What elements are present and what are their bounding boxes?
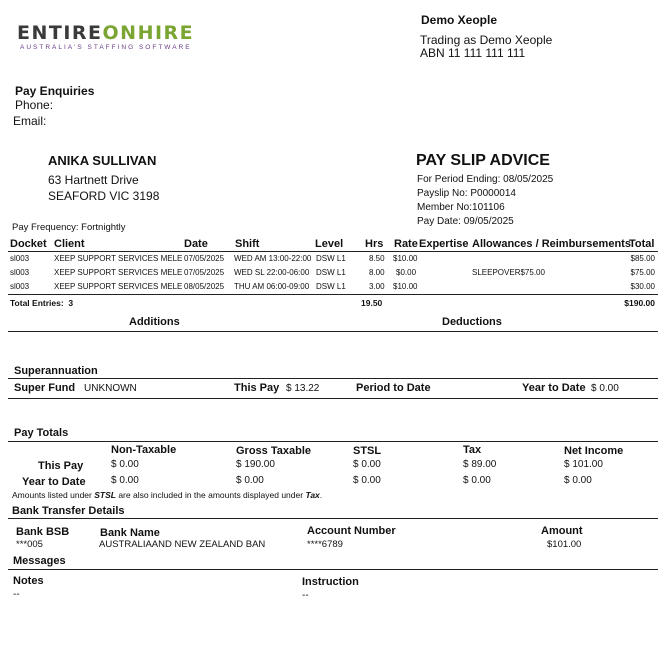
this-pay-tax: $ 89.00 [463,459,497,470]
company-logo [17,22,194,44]
cell-date: 07/05/2025 [184,254,225,263]
this-pay-gross-taxable: $ 190.00 [236,459,275,470]
amount-value: $101.00 [547,539,582,550]
col-header-date: Date [184,238,208,250]
super-this-pay-label: This Pay [234,382,280,394]
total-entries-text: Total Entries: [10,298,64,308]
cell-level: DSW L1 [316,268,346,277]
col-header-docket: Docket [10,238,47,250]
ytd-stsl: $ 0.00 [353,475,381,486]
cell-hrs: 8.00 [369,268,385,277]
superannuation-title: Superannuation [14,365,98,377]
col-header-hrs: Hrs [365,238,384,250]
total-entries-count: 3 [68,298,74,308]
super-ytd-label: Year to Date [522,382,586,394]
notes-label: Notes [13,575,44,587]
additions-heading: Additions [129,316,180,328]
stsl-note-tax: Tax [305,490,320,500]
ytd-gross-taxable: $ 0.00 [236,475,264,486]
cell-date: 07/05/2025 [184,268,225,277]
stsl-note [12,490,322,500]
docket-footer-rule [8,294,658,295]
cell-shift: THU AM 06:00-09:00 [234,282,310,291]
cell-level: DSW L1 [316,282,346,291]
col-header-gross-taxable: Gross Taxable [236,445,311,457]
super-ytd-value: $ 0.00 [591,383,619,394]
total-hours: 19.50 [361,298,383,308]
stsl-note-prefix: Amounts listed under [12,490,95,500]
ytd-non-taxable: $ 0.00 [111,475,139,486]
cell-level: DSW L1 [316,254,346,263]
row-label-this-pay: This Pay [38,460,84,472]
row-label-ytd: Year to Date [22,476,86,488]
cell-total: $75.00 [630,268,655,277]
amount-label: Amount [541,525,583,537]
cell-docket: sl003 [10,282,30,291]
this-pay-stsl: $ 0.00 [353,459,381,470]
additions-rule [8,331,658,332]
pay-enquiries-title: Pay Enquiries [15,84,95,98]
col-header-non-taxable: Non-Taxable [111,444,177,456]
bank-name-label: Bank Name [100,527,160,539]
cell-hrs: 8.50 [369,254,385,263]
cell-rate: $0.00 [396,268,417,277]
employee-address-line1: 63 Hartnett Drive [48,173,139,187]
bank-bsb-value: ***005 [16,539,43,550]
trading-as: Trading as Demo Xeople [420,33,553,47]
total-entries-label [10,298,73,308]
notes-value: -- [13,589,20,600]
account-number-label: Account Number [307,525,396,537]
employee-name: ANIKA SULLIVAN [48,153,157,168]
bank-transfer-title: Bank Transfer Details [12,505,125,517]
stsl-note-end: . [319,490,323,500]
super-rule [8,378,658,379]
col-header-expertise: Expertise [419,238,469,250]
company-name: Demo Xeople [421,13,498,27]
super-bottom-rule [8,398,658,399]
cell-client: XEEP SUPPORT SERVICES MELE [54,254,183,263]
this-pay-net-income: $ 101.00 [564,459,603,470]
super-fund-value: UNKNOWN [84,383,137,394]
logo-text-green: ONHIRE [102,22,195,44]
cell-docket: sl003 [10,254,30,263]
ytd-tax: $ 0.00 [463,475,491,486]
col-header-rate: Rate [394,238,418,250]
col-header-shift: Shift [235,238,260,250]
stsl-note-stsl: STSL [94,490,116,500]
cell-docket: sl003 [10,268,30,277]
col-header-total: Total [629,238,655,250]
grand-total: $190.00 [624,298,655,308]
cell-shift: WED SL 22:00-06:00 [234,268,310,277]
logo-tagline: AUSTRALIA'S STAFFING SOFTWARE [20,44,192,51]
phone-label: Phone: [15,98,54,112]
super-this-pay-value: $ 13.22 [286,383,320,394]
cell-client: XEEP SUPPORT SERVICES MELE [54,282,183,291]
bank-name-value: AUSTRALIAAND NEW ZEALAND BAN [99,539,266,550]
cell-allowances: SLEEPOVER$75.00 [472,268,545,277]
bank-bsb-label: Bank BSB [16,526,70,538]
company-abn: ABN 11 111 111 111 [420,46,526,60]
instruction-label: Instruction [302,576,359,588]
payslip-number: Payslip No: P0000014 [417,188,516,199]
bank-rule [8,518,658,519]
col-header-level: Level [315,238,344,250]
super-fund-label: Super Fund [14,382,76,394]
cell-hrs: 3.00 [369,282,385,291]
cell-total: $85.00 [630,254,655,263]
cell-client: XEEP SUPPORT SERVICES MELE [54,268,183,277]
stsl-note-mid: are also included in the amounts displayed under [115,490,306,500]
account-number-value: ****6789 [307,539,343,550]
cell-date: 08/05/2025 [184,282,225,291]
period-ending: For Period Ending: 08/05/2025 [417,174,554,185]
logo-text-dark: ENTIRE [17,22,103,44]
col-header-stsl: STSL [353,445,382,457]
payslip-title: PAY SLIP ADVICE [416,152,550,169]
cell-total: $30.00 [630,282,655,291]
cell-rate: $10.00 [393,254,418,263]
employee-address-line2: SEAFORD VIC 3198 [48,189,160,203]
col-header-tax: Tax [463,444,482,456]
col-header-allowances: Allowances / Reimbursements [472,238,631,250]
col-header-net-income: Net Income [564,445,624,457]
pay-date: Pay Date: 09/05/2025 [417,216,514,227]
col-header-client: Client [54,238,85,250]
messages-rule [8,569,658,570]
pay-totals-title: Pay Totals [14,427,69,439]
docket-header-rule [8,251,658,252]
messages-title: Messages [13,555,66,567]
ytd-net-income: $ 0.00 [564,475,592,486]
deductions-heading: Deductions [442,316,502,328]
email-label: Email: [13,114,47,128]
member-number: Member No:101106 [417,202,505,213]
pay-totals-rule [8,441,658,442]
cell-shift: WED AM 13:00-22:00 [234,254,312,263]
cell-rate: $10.00 [393,282,418,291]
instruction-value: -- [302,590,309,601]
super-period-to-date-label: Period to Date [356,382,431,394]
this-pay-non-taxable: $ 0.00 [111,459,139,470]
pay-frequency: Pay Frequency: Fortnightly [12,222,126,233]
